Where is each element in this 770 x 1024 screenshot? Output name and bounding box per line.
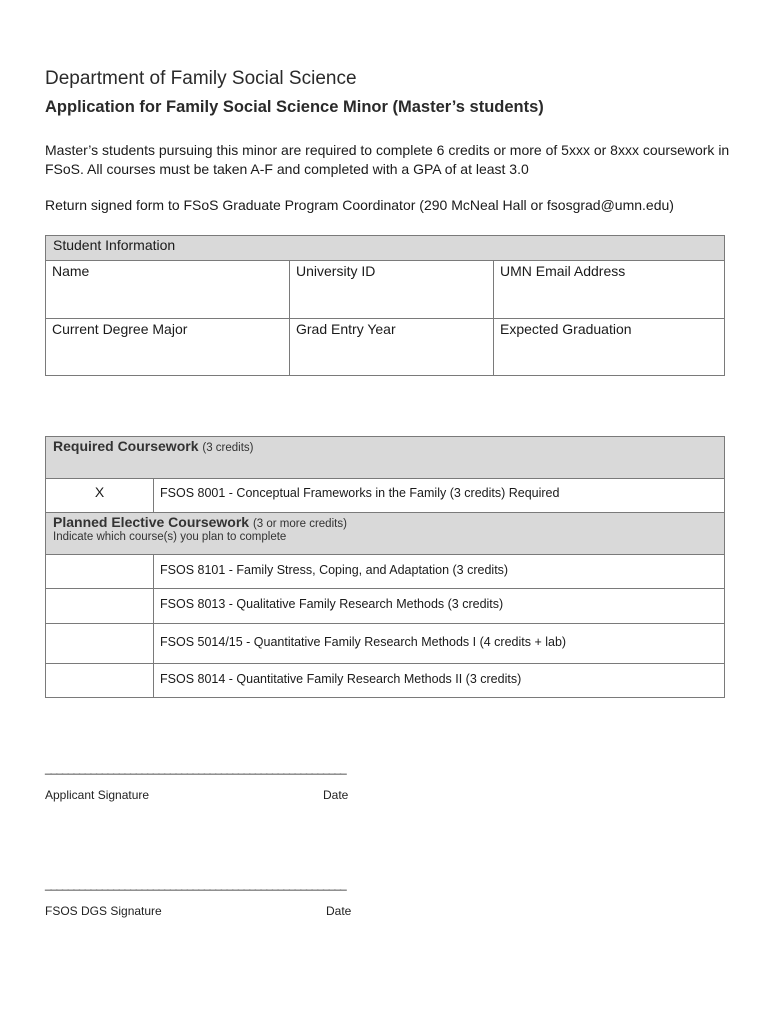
intro-text: Master’s students pursuing this minor are required to complete 6 credits or more of 5xxx or 8xxx coursework in FSoS. All courses must be taken A-F and completed with a GPA of at least 3.0 — [45, 142, 730, 177]
elective-coursework-title — [53, 514, 347, 530]
degree-major-field[interactable] — [46, 319, 289, 375]
elective-credits-note: (3 or more credits) — [252, 518, 347, 530]
return-instructions: Return signed form to FSoS Graduate Program Coordinator (290 McNeal Hall or fsosgrad@umn.edu) — [45, 197, 674, 213]
required-course-name: FSOS 8001 - Conceptual Frameworks in the Family (3 credits) Required — [160, 486, 560, 500]
form-title: Application for Family Social Science Minor (Master’s students) — [45, 98, 544, 116]
required-title-text: Required Coursework — [53, 438, 199, 454]
elective-instruction: Indicate which course(s) you plan to complete — [53, 531, 287, 543]
expected-graduation-label: Expected Graduation — [500, 321, 632, 337]
department-title: Department of Family Social Science — [45, 68, 357, 89]
umn-email-label: UMN Email Address — [500, 263, 626, 279]
applicant-date-label: Date — [323, 788, 349, 802]
required-check-mark[interactable]: X — [94, 484, 105, 500]
elective-checkbox-8013[interactable] — [46, 589, 153, 623]
elective-checkbox-5014[interactable] — [46, 624, 153, 663]
divider — [153, 554, 154, 697]
university-id-field[interactable] — [290, 261, 493, 318]
student-info-table — [45, 235, 725, 376]
elective-course-8014: FSOS 8014 - Quantitative Family Research Methods II (3 credits) — [160, 672, 522, 686]
name-label: Name — [52, 263, 90, 279]
applicant-signature-line[interactable]: _____________________________________________________ — [45, 761, 346, 775]
divider — [46, 512, 724, 513]
elective-course-8013: FSOS 8013 - Qualitative Family Research Methods (3 credits) — [160, 597, 504, 611]
degree-major-label: Current Degree Major — [52, 321, 188, 337]
elective-checkbox-8101[interactable] — [46, 555, 153, 588]
umn-email-field[interactable] — [494, 261, 724, 318]
elective-course-5014: FSOS 5014/15 - Quantitative Family Research Methods I (4 credits + lab) — [160, 635, 567, 649]
dgs-date-label: Date — [326, 904, 352, 918]
name-field[interactable] — [46, 261, 289, 318]
elective-checkbox-8014[interactable] — [46, 664, 153, 697]
required-coursework-title — [53, 438, 254, 454]
student-info-header: Student Information — [46, 236, 724, 261]
expected-graduation-field[interactable] — [494, 319, 724, 375]
applicant-signature-label: Applicant Signature — [45, 788, 150, 802]
elective-title-text: Planned Elective Coursework — [53, 514, 250, 530]
dgs-signature-label: FSOS DGS Signature — [45, 904, 162, 918]
elective-course-8101: FSOS 8101 - Family Stress, Coping, and Adaptation (3 credits) — [160, 563, 509, 577]
dgs-signature-line[interactable]: _____________________________________________________ — [45, 877, 346, 891]
grad-entry-year-field[interactable] — [290, 319, 493, 375]
grad-entry-year-label: Grad Entry Year — [296, 321, 396, 337]
required-credits-note: (3 credits) — [202, 442, 254, 454]
divider — [153, 478, 154, 513]
coursework-table — [45, 436, 725, 698]
university-id-label: University ID — [296, 263, 376, 279]
divider — [46, 478, 724, 479]
